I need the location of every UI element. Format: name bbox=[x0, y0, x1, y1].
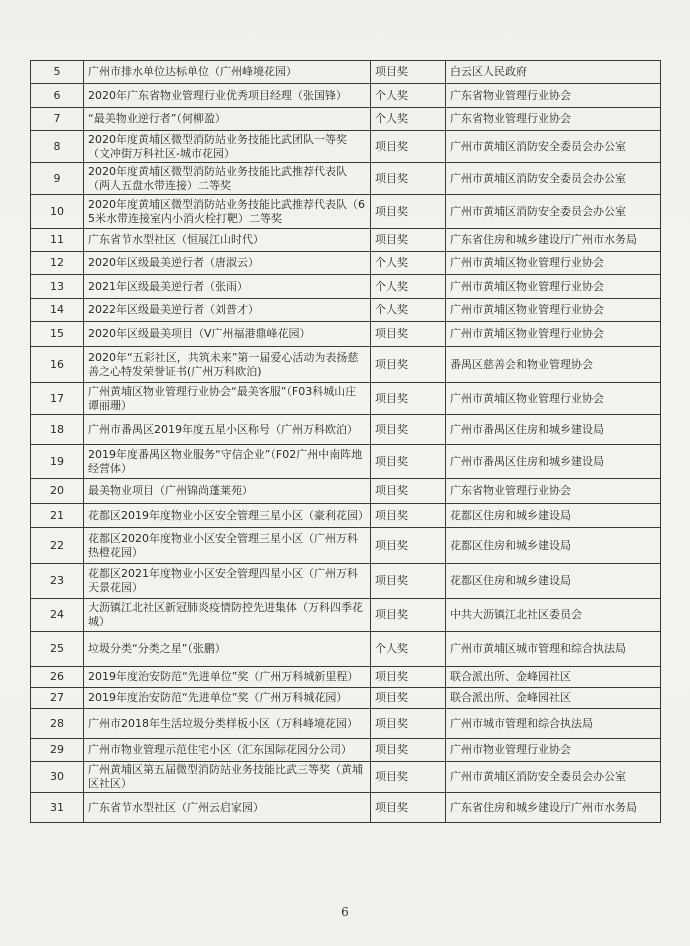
row-number: 14 bbox=[31, 299, 84, 322]
award-type: 项目奖 bbox=[371, 599, 446, 632]
award-name: 大沥镇江北社区新冠肺炎疫情防控先进集体（万科四季花城） bbox=[84, 599, 371, 632]
award-name: 2020年度黄埔区微型消防站业务技能比武推荐代表队（两人五盘水带连接）二等奖 bbox=[84, 163, 371, 195]
issuing-organization: 广东省物业管理行业协会 bbox=[446, 479, 661, 504]
award-type: 项目奖 bbox=[371, 688, 446, 709]
table-row bbox=[31, 504, 661, 528]
row-number: 21 bbox=[31, 504, 84, 528]
award-type: 个人奖 bbox=[371, 108, 446, 131]
award-name: 花都区2019年度物业小区安全管理三星小区（豪利花园） bbox=[84, 504, 371, 528]
award-type: 个人奖 bbox=[371, 84, 446, 108]
award-name: 广东省节水型社区（广州云启家园） bbox=[84, 793, 371, 823]
row-number: 22 bbox=[31, 528, 84, 564]
award-name: 2020年度黄埔区微型消防站业务技能比武团队一等奖（文冲街万科社区-城市花园） bbox=[84, 131, 371, 163]
row-number: 26 bbox=[31, 667, 84, 688]
award-type: 项目奖 bbox=[371, 564, 446, 599]
row-number: 5 bbox=[31, 61, 84, 84]
row-number: 25 bbox=[31, 632, 84, 667]
awards-table-body bbox=[31, 61, 661, 823]
table-row bbox=[31, 131, 661, 163]
issuing-organization: 花都区住房和城乡建设局 bbox=[446, 504, 661, 528]
issuing-organization: 广州市黄埔区物业管理行业协会 bbox=[446, 322, 661, 347]
award-type: 项目奖 bbox=[371, 739, 446, 762]
row-number: 7 bbox=[31, 108, 84, 131]
award-name: 广东省节水型社区（恒展江山时代） bbox=[84, 229, 371, 252]
issuing-organization: 番禺区慈善会和物业管理协会 bbox=[446, 347, 661, 383]
row-number: 27 bbox=[31, 688, 84, 709]
award-name: 广州黄埔区物业管理行业协会“最美客服”（F03科城山庄谭丽珊） bbox=[84, 383, 371, 415]
award-name: 广州市排水单位达标单位（广州峰境花园） bbox=[84, 61, 371, 84]
issuing-organization: 广州市黄埔区城市管理和综合执法局 bbox=[446, 632, 661, 667]
issuing-organization: 广东省物业管理行业协会 bbox=[446, 108, 661, 131]
issuing-organization: 花都区住房和城乡建设局 bbox=[446, 564, 661, 599]
award-name: 2019年度治安防范“先进单位”奖（广州万科城花园） bbox=[84, 688, 371, 709]
award-type: 项目奖 bbox=[371, 383, 446, 415]
row-number: 23 bbox=[31, 564, 84, 599]
award-type: 项目奖 bbox=[371, 445, 446, 479]
issuing-organization: 广州市黄埔区消防安全委员会办公室 bbox=[446, 163, 661, 195]
table-row bbox=[31, 195, 661, 229]
table-row bbox=[31, 163, 661, 195]
issuing-organization: 广州市黄埔区物业管理行业协会 bbox=[446, 383, 661, 415]
table-row bbox=[31, 762, 661, 793]
table-row bbox=[31, 709, 661, 739]
award-type: 项目奖 bbox=[371, 131, 446, 163]
award-type: 项目奖 bbox=[371, 504, 446, 528]
issuing-organization: 广州市黄埔区消防安全委员会办公室 bbox=[446, 195, 661, 229]
award-name: 2020年区级最美逆行者（唐淑云） bbox=[84, 252, 371, 275]
table-row bbox=[31, 347, 661, 383]
row-number: 12 bbox=[31, 252, 84, 275]
issuing-organization: 广州市城市管理和综合执法局 bbox=[446, 709, 661, 739]
issuing-organization: 广东省住房和城乡建设厅广州市水务局 bbox=[446, 229, 661, 252]
row-number: 10 bbox=[31, 195, 84, 229]
award-type: 个人奖 bbox=[371, 252, 446, 275]
award-type: 个人奖 bbox=[371, 299, 446, 322]
issuing-organization: 广东省物业管理行业协会 bbox=[446, 84, 661, 108]
table-row bbox=[31, 299, 661, 322]
issuing-organization: 广州市番禺区住房和城乡建设局 bbox=[446, 445, 661, 479]
award-type: 项目奖 bbox=[371, 229, 446, 252]
table-row bbox=[31, 322, 661, 347]
issuing-organization: 广州市物业管理行业协会 bbox=[446, 739, 661, 762]
row-number: 9 bbox=[31, 163, 84, 195]
award-name: 2020年广东省物业管理行业优秀项目经理（张国锋） bbox=[84, 84, 371, 108]
issuing-organization: 广州市黄埔区消防安全委员会办公室 bbox=[446, 762, 661, 793]
row-number: 8 bbox=[31, 131, 84, 163]
award-name: 广州市2018年生活垃圾分类样板小区（万科峰境花园） bbox=[84, 709, 371, 739]
row-number: 13 bbox=[31, 275, 84, 299]
row-number: 28 bbox=[31, 709, 84, 739]
award-name: 花都区2020年度物业小区安全管理三星小区（广州万科热橙花园） bbox=[84, 528, 371, 564]
award-name: 最美物业项目（广州锦尚蓬莱苑） bbox=[84, 479, 371, 504]
award-name: 2020年度黄埔区微型消防站业务技能比武推荐代表队（65米水带连接室内小消火栓打靶）二等奖 bbox=[84, 195, 371, 229]
issuing-organization: 广州市黄埔区消防安全委员会办公室 bbox=[446, 131, 661, 163]
award-type: 个人奖 bbox=[371, 632, 446, 667]
table-row bbox=[31, 252, 661, 275]
table-row bbox=[31, 688, 661, 709]
issuing-organization: 广东省住房和城乡建设厅广州市水务局 bbox=[446, 793, 661, 823]
award-type: 个人奖 bbox=[371, 275, 446, 299]
issuing-organization: 广州市黄埔区物业管理行业协会 bbox=[446, 275, 661, 299]
award-type: 项目奖 bbox=[371, 479, 446, 504]
award-type: 项目奖 bbox=[371, 709, 446, 739]
issuing-organization: 广州市黄埔区物业管理行业协会 bbox=[446, 299, 661, 322]
row-number: 6 bbox=[31, 84, 84, 108]
row-number: 16 bbox=[31, 347, 84, 383]
award-name: 垃圾分类“分类之星”（张鹏） bbox=[84, 632, 371, 667]
table-row bbox=[31, 61, 661, 84]
award-name: 广州市番禺区2019年度五星小区称号（广州万科欧泊） bbox=[84, 415, 371, 445]
issuing-organization: 联合派出所、金峰园社区 bbox=[446, 688, 661, 709]
table-row bbox=[31, 528, 661, 564]
table-row bbox=[31, 84, 661, 108]
issuing-organization: 花都区住房和城乡建设局 bbox=[446, 528, 661, 564]
award-name: 2020年区级最美项目（V广州福港鼎峰花园） bbox=[84, 322, 371, 347]
award-name: 广州市物业管理示范住宅小区（汇东国际花园分公司） bbox=[84, 739, 371, 762]
award-name: 2019年度治安防范“先进单位”奖（广州万科城新里程） bbox=[84, 667, 371, 688]
table-row bbox=[31, 275, 661, 299]
table-row bbox=[31, 108, 661, 131]
award-name: 广州黄埔区第五届微型消防站业务技能比武三等奖（黄埔区社区） bbox=[84, 762, 371, 793]
award-type: 项目奖 bbox=[371, 667, 446, 688]
table-row bbox=[31, 564, 661, 599]
table-row bbox=[31, 667, 661, 688]
award-name: 2020年“五彩社区，共筑未来”第一届爱心活动为表扬慈善之心特发荣誉证书(广州万科欧泊) bbox=[84, 347, 371, 383]
award-name: 2019年度番禺区物业服务“守信企业”（F02广州中南阵地经营体） bbox=[84, 445, 371, 479]
issuing-organization: 广州市番禺区住房和城乡建设局 bbox=[446, 415, 661, 445]
issuing-organization: 联合派出所、金峰园社区 bbox=[446, 667, 661, 688]
issuing-organization: 广州市黄埔区物业管理行业协会 bbox=[446, 252, 661, 275]
award-type: 项目奖 bbox=[371, 347, 446, 383]
award-type: 项目奖 bbox=[371, 322, 446, 347]
row-number: 20 bbox=[31, 479, 84, 504]
table-row bbox=[31, 479, 661, 504]
table-row bbox=[31, 445, 661, 479]
award-type: 项目奖 bbox=[371, 415, 446, 445]
table-row bbox=[31, 229, 661, 252]
award-type: 项目奖 bbox=[371, 61, 446, 84]
table-row bbox=[31, 415, 661, 445]
award-name: 花都区2021年度物业小区安全管理四星小区（广州万科天景花园） bbox=[84, 564, 371, 599]
award-type: 项目奖 bbox=[371, 195, 446, 229]
award-type: 项目奖 bbox=[371, 762, 446, 793]
row-number: 11 bbox=[31, 229, 84, 252]
row-number: 18 bbox=[31, 415, 84, 445]
award-name: “最美物业逆行者”（何柳盈） bbox=[84, 108, 371, 131]
row-number: 30 bbox=[31, 762, 84, 793]
award-type: 项目奖 bbox=[371, 528, 446, 564]
table-row bbox=[31, 632, 661, 667]
row-number: 29 bbox=[31, 739, 84, 762]
issuing-organization: 白云区人民政府 bbox=[446, 61, 661, 84]
row-number: 15 bbox=[31, 322, 84, 347]
award-name: 2021年区级最美逆行者（张雨） bbox=[84, 275, 371, 299]
table-row bbox=[31, 383, 661, 415]
award-type: 项目奖 bbox=[371, 793, 446, 823]
table-row bbox=[31, 599, 661, 632]
page-number: 6 bbox=[341, 905, 349, 919]
table-row bbox=[31, 793, 661, 823]
table-row bbox=[31, 739, 661, 762]
row-number: 24 bbox=[31, 599, 84, 632]
award-name: 2022年区级最美逆行者（刘普才） bbox=[84, 299, 371, 322]
issuing-organization: 中共大沥镇江北社区委员会 bbox=[446, 599, 661, 632]
row-number: 17 bbox=[31, 383, 84, 415]
row-number: 31 bbox=[31, 793, 84, 823]
award-type: 项目奖 bbox=[371, 163, 446, 195]
row-number: 19 bbox=[31, 445, 84, 479]
awards-table bbox=[30, 60, 661, 823]
